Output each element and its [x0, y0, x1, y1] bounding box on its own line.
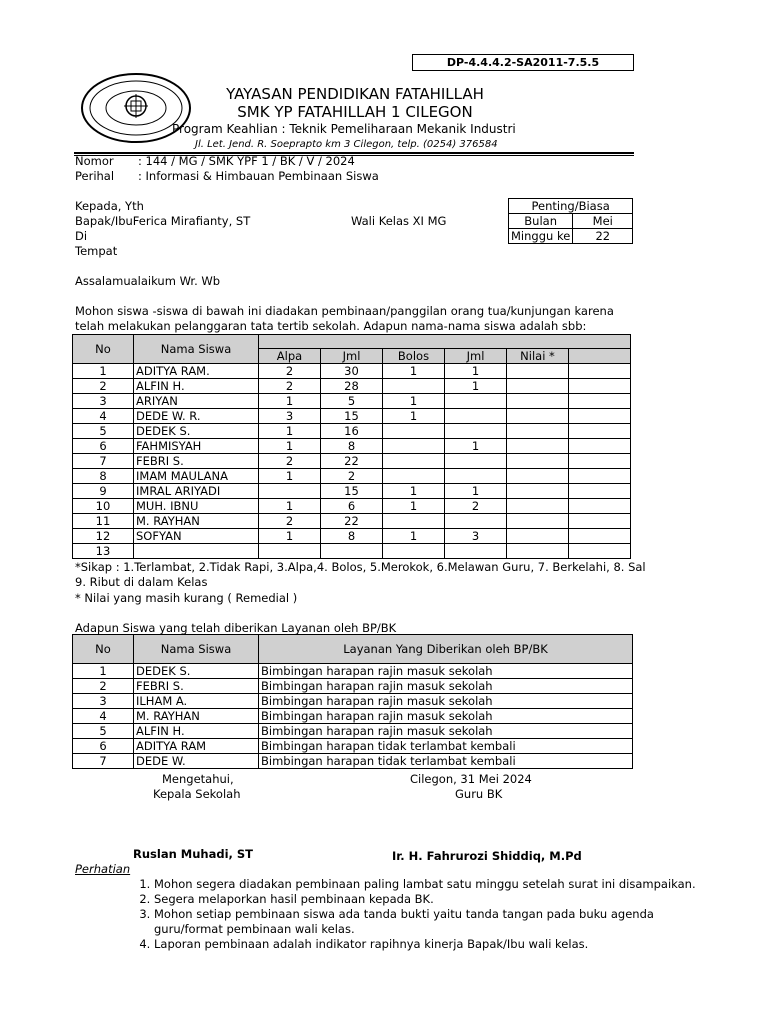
cell-bolos: 1	[383, 499, 445, 514]
bk-intro: Adapun Siswa yang telah diberikan Layanan oleh BP/BK	[75, 621, 397, 635]
table-row	[73, 379, 631, 394]
cell-no: 10	[73, 499, 134, 514]
cell-extra	[569, 469, 631, 484]
cell-nama: MUH. IBNU	[134, 499, 259, 514]
cell-nilai	[507, 454, 569, 469]
cell-alpa	[259, 544, 321, 559]
cell-no: 5	[73, 724, 134, 739]
cell-no: 7	[73, 454, 134, 469]
cell-jml: 16	[321, 424, 383, 439]
violation-table	[72, 334, 631, 559]
cell-no: 2	[73, 679, 134, 694]
table-row	[73, 709, 633, 724]
cell-nama: ARIYAN	[134, 394, 259, 409]
cell-jml	[445, 394, 507, 409]
cell-alpa: 1	[259, 394, 321, 409]
nomor-label: Nomor	[75, 154, 114, 168]
cell-jml: 22	[321, 514, 383, 529]
cell-jml: 28	[321, 379, 383, 394]
legend-line1: *Sikap : 1.Terlambat, 2.Tidak Rapi, 3.Alpa,4. Bolos, 5.Merokok, 6.Melawan Guru, 7. Berkelahi, 8. Sal	[75, 560, 646, 574]
cell-jml: 15	[321, 484, 383, 499]
cell-no: 6	[73, 739, 134, 754]
cell-no: 11	[73, 514, 134, 529]
cell-layanan: Bimbingan harapan rajin masuk sekolah	[259, 694, 633, 709]
cell-no: 3	[73, 394, 134, 409]
cell-bolos: 1	[383, 394, 445, 409]
cell-jml: 6	[321, 499, 383, 514]
cell-alpa: 2	[259, 379, 321, 394]
cell-jml: 5	[321, 394, 383, 409]
cell-layanan: Bimbingan harapan rajin masuk sekolah	[259, 664, 633, 679]
table-row	[73, 529, 631, 544]
header-empty	[569, 349, 631, 364]
cell-no: 1	[73, 364, 134, 379]
cell-no: 4	[73, 409, 134, 424]
cell-nilai	[507, 424, 569, 439]
cell-jml	[445, 454, 507, 469]
cell-alpa: 2	[259, 454, 321, 469]
cell-nama: DEDEK S.	[134, 664, 259, 679]
cell-extra	[569, 499, 631, 514]
priority-table	[508, 198, 633, 244]
header-nama: Nama Siswa	[134, 635, 259, 664]
recipient-line1: Kepada, Yth	[75, 199, 144, 213]
cell-nama: M. RAYHAN	[134, 514, 259, 529]
cell-nilai	[507, 529, 569, 544]
table-row	[73, 484, 631, 499]
cell-nilai	[507, 499, 569, 514]
cell-extra	[569, 379, 631, 394]
cell-no: 5	[73, 424, 134, 439]
header-nilai: Nilai *	[507, 349, 569, 364]
table-row	[73, 514, 631, 529]
cell-no: 12	[73, 529, 134, 544]
table-row	[73, 364, 631, 379]
cell-jml: 1	[445, 364, 507, 379]
notes-title: Perhatian	[75, 862, 131, 876]
cell-layanan: Bimbingan harapan tidak terlambat kembali	[259, 754, 633, 769]
header-group	[259, 335, 631, 349]
cell-bolos	[383, 514, 445, 529]
cell-nama	[134, 544, 259, 559]
table-row	[73, 664, 633, 679]
header-jml: Jml	[321, 349, 383, 364]
cell-nama: FEBRI S.	[134, 679, 259, 694]
cell-nama: ALFIN H.	[134, 724, 259, 739]
header-no: No	[73, 635, 134, 664]
cell-nama: IMRAL ARIYADI	[134, 484, 259, 499]
cell-jml: 1	[445, 379, 507, 394]
cell-jml	[445, 544, 507, 559]
cell-nama: FEBRI S.	[134, 454, 259, 469]
note-item: 2. Segera melaporkan hasil pembinaan kepada BK.	[154, 892, 714, 907]
header-bolos: Bolos	[383, 349, 445, 364]
cell-alpa: 1	[259, 424, 321, 439]
cell-bolos	[383, 454, 445, 469]
recipient-name: Bapak/IbuFerica Mirafianty, ST	[75, 214, 251, 228]
cell-jml: 30	[321, 364, 383, 379]
legend-line3: * Nilai yang masih kurang ( Remedial )	[75, 591, 298, 605]
cell-bolos: 1	[383, 484, 445, 499]
cell-alpa: 2	[259, 514, 321, 529]
cell-nilai	[507, 469, 569, 484]
cell-bolos	[383, 469, 445, 484]
program-line: Program Keahlian : Teknik Pemeliharaan Mekanik Industri	[172, 122, 516, 136]
cell-alpa: 1	[259, 499, 321, 514]
minggu-value: 22	[573, 229, 633, 244]
cell-nama: ADITYA RAM.	[134, 364, 259, 379]
cell-nilai	[507, 484, 569, 499]
cell-nama: ALFIN H.	[134, 379, 259, 394]
cell-bolos	[383, 424, 445, 439]
cell-nama: DEDE W.	[134, 754, 259, 769]
address-line: Jl. Let. Jend. R. Soeprapto km 3 Cilegon, telp. (0254) 376584	[195, 139, 498, 150]
cell-alpa: 3	[259, 409, 321, 424]
cell-alpa	[259, 484, 321, 499]
header-jml: Jml	[445, 349, 507, 364]
priority-title: Penting/Biasa	[509, 199, 633, 214]
foundation-name: YAYASAN PENDIDIKAN FATAHILLAH	[226, 85, 484, 103]
cell-nama: DEDEK S.	[134, 424, 259, 439]
cell-nilai	[507, 544, 569, 559]
bk-service-table	[72, 634, 633, 769]
cell-jml	[445, 424, 507, 439]
cell-extra	[569, 529, 631, 544]
table-row	[73, 724, 633, 739]
school-name: SMK YP FATAHILLAH 1 CILEGON	[237, 103, 473, 121]
intro-line2: telah melakukan pelanggaran tata tertib sekolah. Adapun nama-nama siswa adalah sbb:	[75, 319, 587, 333]
sig-right-name: Ir. H. Fahrurozi Shiddiq, M.Pd	[392, 849, 582, 863]
cell-nilai	[507, 394, 569, 409]
table-row	[73, 499, 631, 514]
header-nama: Nama Siswa	[134, 335, 259, 364]
nomor-value: : 144 / MG / SMK YPF 1 / BK / V / 2024	[138, 154, 355, 168]
table-row	[73, 409, 631, 424]
cell-jml: 8	[321, 439, 383, 454]
cell-bolos	[383, 544, 445, 559]
perihal-value: : Informasi & Himbauan Pembinaan Siswa	[138, 169, 379, 183]
sig-left-line1: Mengetahui,	[162, 772, 234, 786]
sig-right-line2: Guru BK	[455, 787, 503, 801]
recipient-role: Wali Kelas XI MG	[351, 214, 447, 228]
cell-jml: 3	[445, 529, 507, 544]
note-item: 1. Mohon segera diadakan pembinaan paling lambat satu minggu setelah surat ini disampaikan.	[154, 877, 714, 892]
cell-extra	[569, 409, 631, 424]
cell-nilai	[507, 514, 569, 529]
cell-no: 3	[73, 694, 134, 709]
table-row	[73, 694, 633, 709]
cell-jml: 22	[321, 454, 383, 469]
cell-jml: 15	[321, 409, 383, 424]
cell-jml: 2	[445, 499, 507, 514]
table-row	[73, 469, 631, 484]
cell-no: 2	[73, 379, 134, 394]
cell-nama: DEDE W. R.	[134, 409, 259, 424]
cell-alpa: 1	[259, 529, 321, 544]
cell-jml	[445, 409, 507, 424]
cell-extra	[569, 424, 631, 439]
cell-nama: SOFYAN	[134, 529, 259, 544]
table-row	[73, 439, 631, 454]
cell-layanan: Bimbingan harapan tidak terlambat kembali	[259, 739, 633, 754]
legend-line2: 9. Ribut di dalam Kelas	[75, 575, 208, 589]
recipient-line3: Di	[75, 229, 88, 243]
cell-extra	[569, 544, 631, 559]
perihal-label: Perihal	[75, 169, 115, 183]
cell-no: 6	[73, 439, 134, 454]
table-row	[73, 544, 631, 559]
header-alpa: Alpa	[259, 349, 321, 364]
table-row	[73, 454, 631, 469]
note-item: 4. Laporan pembinaan adalah indikator rapihnya kinerja Bapak/Ibu wali kelas.	[154, 937, 714, 952]
cell-bolos: 1	[383, 409, 445, 424]
bulan-value: Mei	[573, 214, 633, 229]
cell-extra	[569, 364, 631, 379]
cell-nama: M. RAYHAN	[134, 709, 259, 724]
cell-nama: FAHMISYAH	[134, 439, 259, 454]
header-no: No	[73, 335, 134, 364]
minggu-label: Minggu ke	[509, 229, 573, 244]
cell-extra	[569, 439, 631, 454]
cell-nama: IMAM MAULANA	[134, 469, 259, 484]
cell-extra	[569, 454, 631, 469]
cell-no: 1	[73, 664, 134, 679]
note-item: 3. Mohon setiap pembinaan siswa ada tanda bukti yaitu tanda tangan pada buku agenda guru/format pembinaan wali kelas.	[154, 907, 714, 937]
cell-jml: 1	[445, 484, 507, 499]
cell-nama: ADITYA RAM	[134, 739, 259, 754]
recipient-line4: Tempat	[75, 244, 118, 258]
cell-nama: ILHAM A.	[134, 694, 259, 709]
cell-nilai	[507, 439, 569, 454]
cell-jml: 8	[321, 529, 383, 544]
cell-alpa: 1	[259, 469, 321, 484]
table-row	[73, 679, 633, 694]
cell-no: 8	[73, 469, 134, 484]
sig-left-line2: Kepala Sekolah	[153, 787, 241, 801]
cell-bolos: 1	[383, 364, 445, 379]
table-row	[73, 394, 631, 409]
cell-layanan: Bimbingan harapan rajin masuk sekolah	[259, 709, 633, 724]
cell-no: 13	[73, 544, 134, 559]
cell-bolos	[383, 439, 445, 454]
cell-nilai	[507, 379, 569, 394]
cell-extra	[569, 514, 631, 529]
sig-right-line1: Cilegon, 31 Mei 2024	[410, 772, 532, 786]
greeting: Assalamualaikum Wr. Wb	[75, 274, 221, 288]
table-row	[73, 754, 633, 769]
intro-line1: Mohon siswa -siswa di bawah ini diadakan pembinaan/panggilan orang tua/kunjungan karena	[75, 304, 614, 318]
cell-jml	[445, 469, 507, 484]
cell-bolos: 1	[383, 529, 445, 544]
cell-jml: 2	[321, 469, 383, 484]
sig-left-name: Ruslan Muhadi, ST	[133, 847, 254, 861]
cell-jml	[445, 514, 507, 529]
cell-extra	[569, 394, 631, 409]
cell-alpa: 1	[259, 439, 321, 454]
cell-layanan: Bimbingan harapan rajin masuk sekolah	[259, 679, 633, 694]
notes-list	[136, 877, 714, 952]
cell-nilai	[507, 409, 569, 424]
header-layanan: Layanan Yang Diberikan oleh BP/BK	[259, 635, 633, 664]
bulan-label: Bulan	[509, 214, 573, 229]
cell-alpa: 2	[259, 364, 321, 379]
document-code: DP-4.4.4.2-SA2011-7.5.5	[412, 54, 634, 71]
cell-bolos	[383, 379, 445, 394]
cell-no: 9	[73, 484, 134, 499]
cell-no: 4	[73, 709, 134, 724]
cell-nilai	[507, 364, 569, 379]
cell-extra	[569, 484, 631, 499]
cell-layanan: Bimbingan harapan rajin masuk sekolah	[259, 724, 633, 739]
table-row	[73, 739, 633, 754]
cell-jml: 1	[445, 439, 507, 454]
cell-no: 7	[73, 754, 134, 769]
table-row	[73, 424, 631, 439]
cell-jml	[321, 544, 383, 559]
